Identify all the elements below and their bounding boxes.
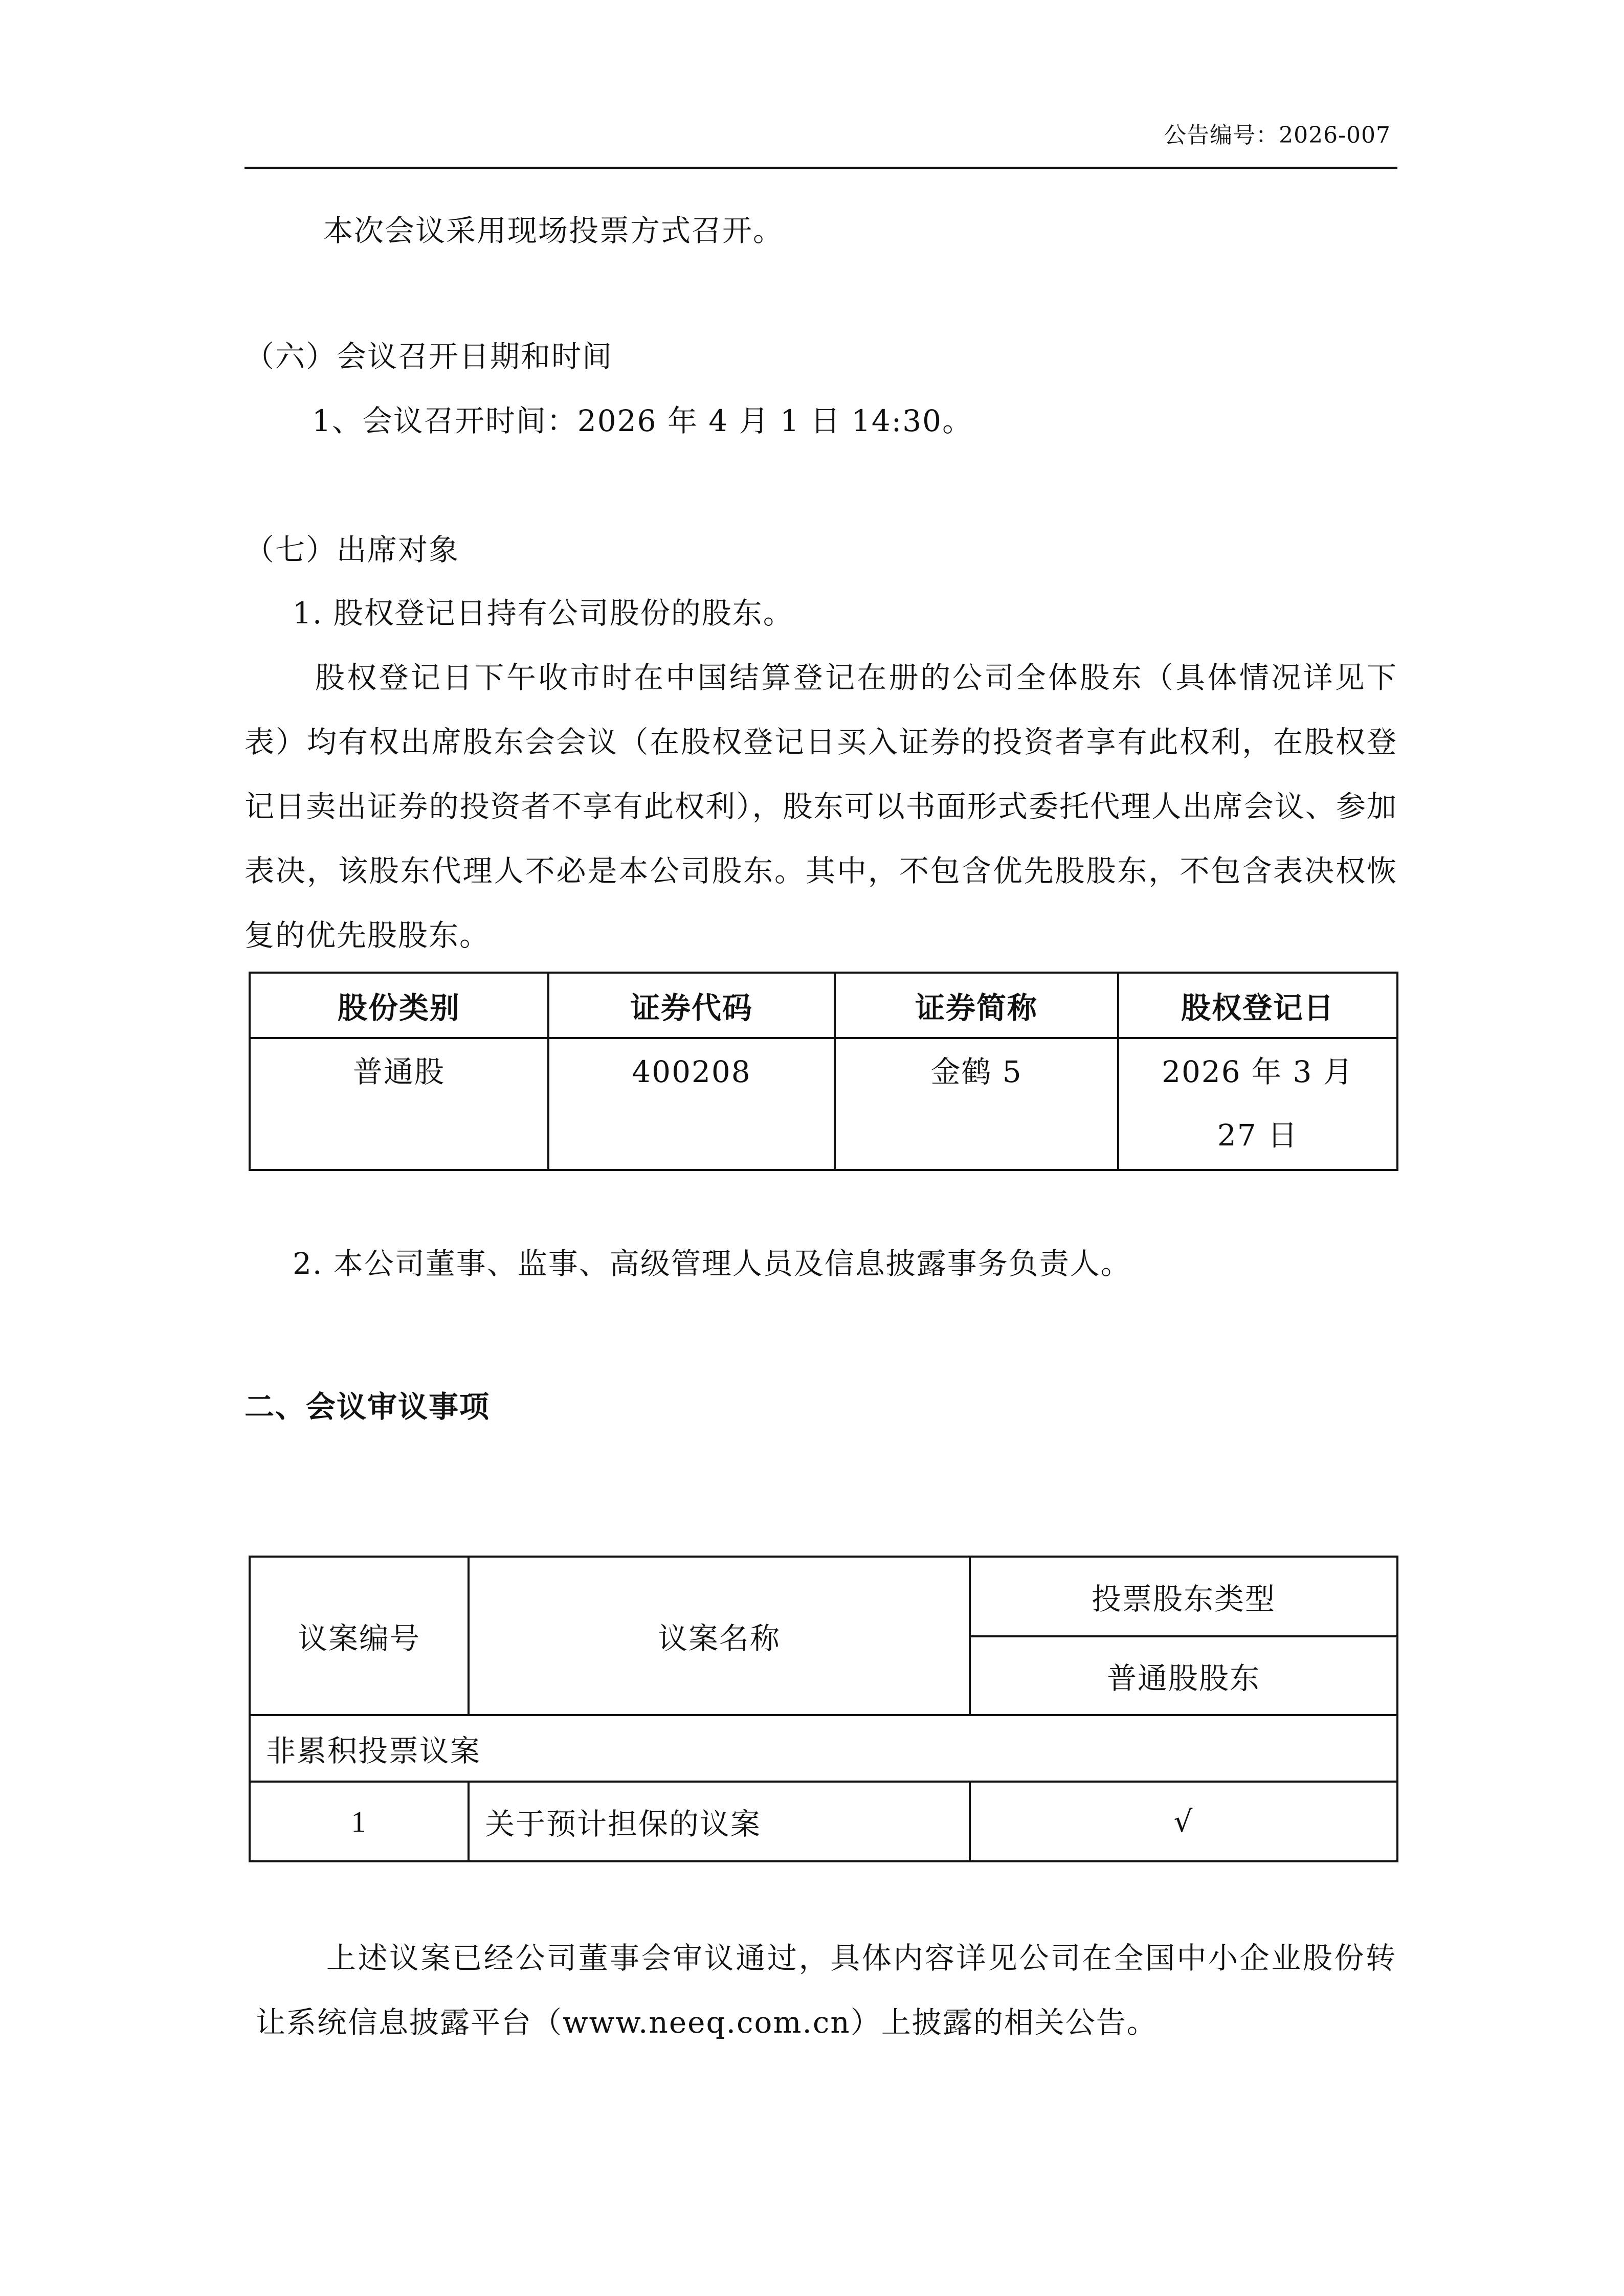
cell-check-mark: √	[970, 1782, 1397, 1861]
section-7-item-2: 2. 本公司董事、监事、高级管理人员及信息披露事务负责人。	[293, 1246, 1131, 1281]
shares-table	[249, 972, 1398, 1171]
cell-security-code: 400208	[548, 1038, 835, 1170]
cell-proposal-no: 1	[250, 1782, 469, 1861]
part-2-title: 二、会议审议事项	[244, 1389, 491, 1424]
section-7-title: （七）出席对象	[244, 532, 460, 567]
cell-security-abbr: 金鹤 5	[835, 1038, 1118, 1170]
closing-paragraph: 上述议案已经公司董事会审议通过，具体内容详见公司在全国中小企业股份转让系统信息披露平台（www.neeq.com.cn）上披露的相关公告。	[256, 1941, 1396, 2040]
table-header-row	[250, 973, 1397, 1038]
header-share-class: 股份类别	[250, 973, 548, 1038]
section-6-item-1: 1、会议召开时间：2026 年 4 月 1 日 14:30。	[312, 403, 973, 438]
section-6-title: （六）会议召开日期和时间	[244, 339, 613, 374]
proposal-table	[249, 1556, 1398, 1862]
header-proposal-name: 议案名称	[469, 1557, 970, 1715]
header-voter-type: 投票股东类型	[970, 1557, 1397, 1636]
table-row	[250, 1782, 1397, 1861]
cell-proposal-name: 关于预计担保的议案	[469, 1782, 970, 1861]
group-non-cumulative: 非累积投票议案	[250, 1715, 1397, 1782]
cell-share-class: 普通股	[250, 1038, 548, 1170]
header-record-date: 股权登记日	[1118, 973, 1397, 1038]
header-proposal-no: 议案编号	[250, 1557, 469, 1715]
header-common-shareholders: 普通股股东	[970, 1636, 1397, 1715]
table-group-row	[250, 1715, 1397, 1782]
announcement-number: 公告编号：2026-007	[1164, 122, 1391, 148]
meeting-method-text: 本次会议采用现场投票方式召开。	[323, 213, 784, 248]
section-7-paragraph: 股权登记日下午收市时在中国结算登记在册的公司全体股东（具体情况详见下表）均有权出席股东会会议（在股权登记日买入证券的投资者享有此权利，在股权登记日卖出证券的投资者不享有此权利），股东可以书面形式委托代理人出席会议、参加表决，该股东代理人不必是本公司股东。其中，不包含优先股股东，不包含表决权恢复的优先股股东。	[244, 660, 1397, 953]
header-security-code: 证券代码	[548, 973, 835, 1038]
cell-record-date: 2026 年 3 月 27 日	[1118, 1038, 1397, 1170]
section-7-item-1: 1. 股权登记日持有公司股份的股东。	[293, 596, 794, 631]
header-divider	[244, 167, 1397, 169]
header-security-abbr: 证券简称	[835, 973, 1118, 1038]
table-header-row	[250, 1557, 1397, 1636]
table-row	[250, 1038, 1397, 1170]
